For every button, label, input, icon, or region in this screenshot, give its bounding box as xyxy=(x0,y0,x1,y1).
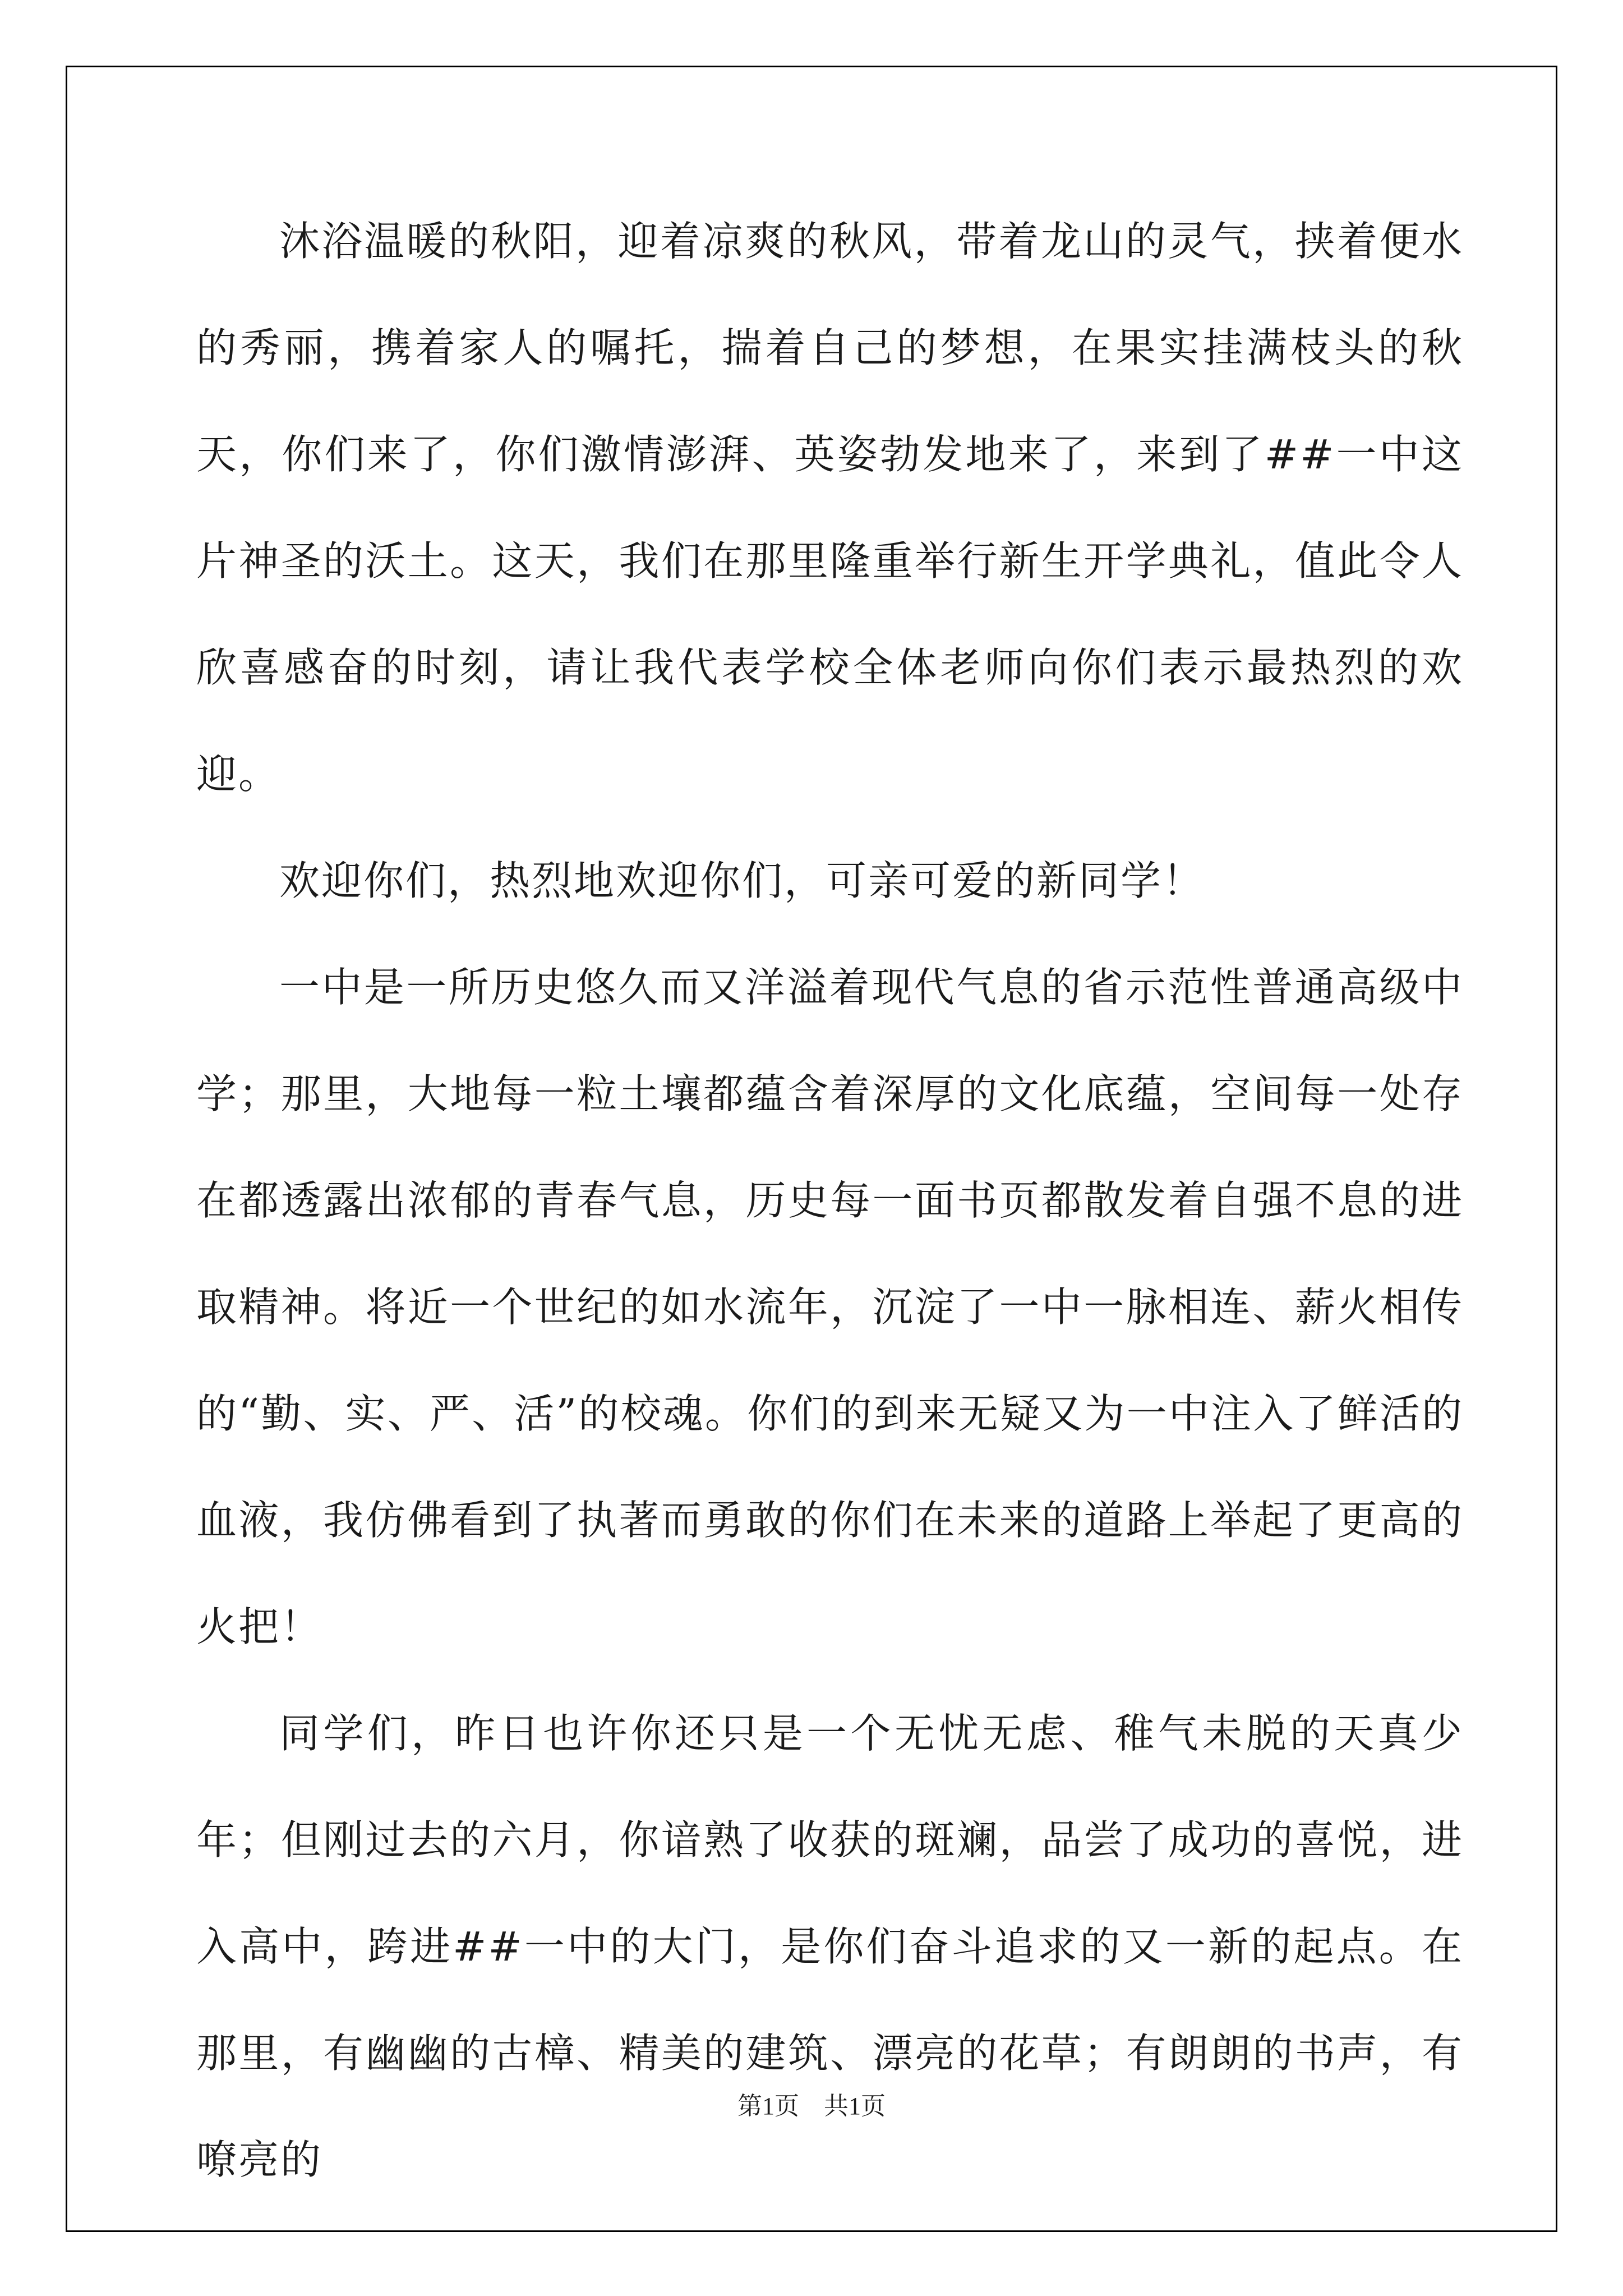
paragraph: 沐浴温暖的秋阳，迎着凉爽的秋风，带着龙山的灵气，挟着便水的秀丽，携着家人的嘱托，揣着自己的梦想，在果实挂满枝头的秋天，你们来了，你们激情澎湃、英姿勃发地来了，来到了##一中这片神圣的沃土。这天，我们在那里隆重举行新生开学典礼，值此令人欣喜感奋的时刻，请让我代表学校全体老师向你们表示最热烈的欢迎。 xyxy=(196,218,1464,798)
paragraph: 同学们，昨日也许你还只是一个无忧无虑、稚气未脱的天真少年；但刚过去的六月，你谙熟了收获的斑斓，品尝了成功的喜悦，进入高中，跨进##一中的大门，是你们奋斗追求的又一新的起点。在那里，有幽幽的古樟、精美的建筑、漂亮的花草；有朗朗的书声，有嘹亮的 xyxy=(196,1710,1464,2183)
paragraph: 一中是一所历史悠久而又洋溢着现代气息的省示范性普通高级中学；那里，大地每一粒土壤都蕴含着深厚的文化底蕴，空间每一处存在都透露出浓郁的青春气息，历史每一面书页都散发着自强不息的进取精神。将近一个世纪的如水流年，沉淀了一中一脉相连、薪火相传的“勤、实、严、活”的校魂。你们的到来无疑又为一中注入了鲜活的血液，我仿佛看到了执著而勇敢的你们在未来的道路上举起了更高的火把！ xyxy=(196,964,1464,1650)
page-number-footer: 第1页 共1页 xyxy=(737,2092,886,2120)
paragraph: 欢迎你们，热烈地欢迎你们，可亲可爱的新同学！ xyxy=(279,857,1205,904)
document-body xyxy=(196,188,1464,2213)
